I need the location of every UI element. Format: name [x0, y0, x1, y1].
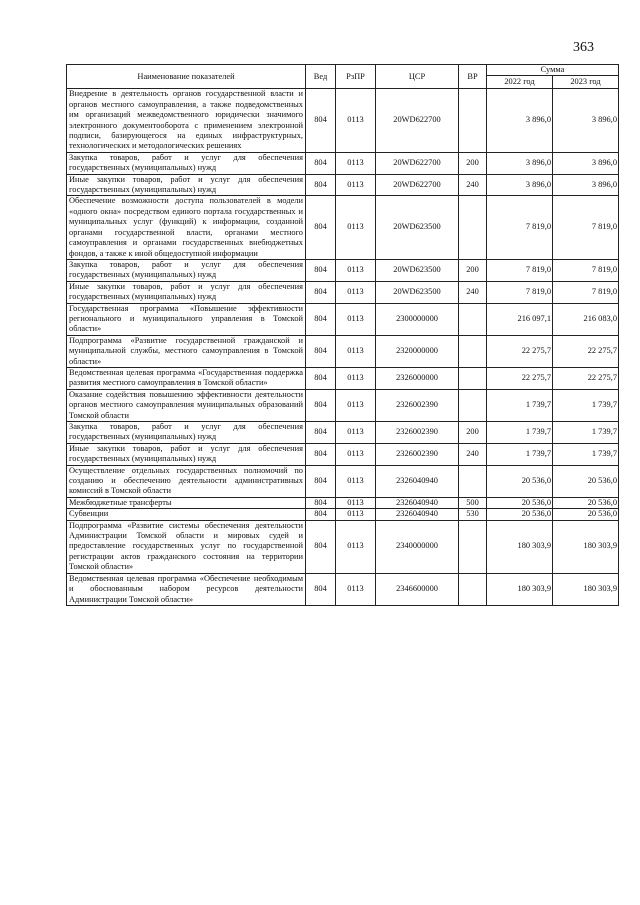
- cell-vr: [459, 303, 487, 335]
- table-row: [67, 509, 619, 520]
- cell-rzpr: 0113: [336, 335, 376, 367]
- table-row: [67, 196, 619, 259]
- cell-rzpr: 0113: [336, 520, 376, 573]
- cell-vr: 200: [459, 259, 487, 281]
- cell-ved: 804: [306, 259, 336, 281]
- cell-y2023: 1 739,7: [553, 443, 619, 465]
- cell-rzpr: 0113: [336, 422, 376, 444]
- budget-table: [66, 64, 619, 606]
- cell-csr: 20WD622700: [376, 174, 459, 196]
- cell-csr: 20WD623500: [376, 259, 459, 281]
- header-ved: Вед: [306, 65, 336, 89]
- table-row: [67, 422, 619, 444]
- cell-y2023: 3 896,0: [553, 89, 619, 152]
- cell-name: Оказание содействия повышению эффективности деятельности органов местного самоуправления муниципальных образований Томской области: [67, 389, 306, 421]
- cell-ved: 804: [306, 152, 336, 174]
- cell-vr: [459, 573, 487, 605]
- cell-ved: 804: [306, 573, 336, 605]
- cell-y2023: 7 819,0: [553, 281, 619, 303]
- cell-ved: 804: [306, 196, 336, 259]
- header-2023: 2023 год: [553, 76, 619, 89]
- cell-y2022: 3 896,0: [487, 152, 553, 174]
- cell-name: Внедрение в деятельность органов государственной власти и органов местного самоуправления, а также подведомственных им организаций межведомственного юридически значимого электронного документооборота с применением электронной подписи, базирующегося на единых инфраструктурных, технологических и методологических решениях: [67, 89, 306, 152]
- table-row: [67, 281, 619, 303]
- cell-y2023: 216 083,0: [553, 303, 619, 335]
- cell-csr: 2320000000: [376, 335, 459, 367]
- cell-vr: [459, 196, 487, 259]
- table-row: [67, 520, 619, 573]
- table-row: [67, 573, 619, 605]
- cell-vr: [459, 520, 487, 573]
- cell-ved: 804: [306, 465, 336, 497]
- cell-y2023: 22 275,7: [553, 335, 619, 367]
- cell-name: Иные закупки товаров, работ и услуг для обеспечения государственных (муниципальных) нужд: [67, 281, 306, 303]
- cell-ved: 804: [306, 281, 336, 303]
- cell-y2022: 1 739,7: [487, 389, 553, 421]
- table-row: [67, 465, 619, 497]
- cell-csr: 2326000000: [376, 367, 459, 389]
- table-row: [67, 497, 619, 508]
- cell-y2022: 20 536,0: [487, 509, 553, 520]
- cell-y2023: 1 739,7: [553, 389, 619, 421]
- cell-ved: 804: [306, 89, 336, 152]
- cell-name: Осуществление отдельных государственных полномочий по созданию и обеспечению деятельности административных комиссий в Томской области: [67, 465, 306, 497]
- cell-name: Субвенции: [67, 509, 306, 520]
- cell-y2022: 3 896,0: [487, 89, 553, 152]
- cell-y2022: 180 303,9: [487, 573, 553, 605]
- cell-y2023: 1 739,7: [553, 422, 619, 444]
- cell-rzpr: 0113: [336, 367, 376, 389]
- cell-y2022: 180 303,9: [487, 520, 553, 573]
- header-2022: 2022 год: [487, 76, 553, 89]
- cell-ved: 804: [306, 520, 336, 573]
- cell-rzpr: 0113: [336, 303, 376, 335]
- cell-ved: 804: [306, 303, 336, 335]
- cell-name: Закупка товаров, работ и услуг для обеспечения государственных (муниципальных) нужд: [67, 422, 306, 444]
- cell-y2023: 180 303,9: [553, 573, 619, 605]
- cell-name: Государственная программа «Повышение эффективности регионального и муниципального управления в Томской области»: [67, 303, 306, 335]
- cell-name: Обеспечение возможности доступа пользователей в модели «одного окна» посредством единого портала государственных и муниципальных услуг (функций) к информации, созданной органами государственной власти, органами местного самоуправления и органами государственных внебюджетных фондов, а также к иной общедоступной информации: [67, 196, 306, 259]
- cell-vr: [459, 389, 487, 421]
- cell-rzpr: 0113: [336, 443, 376, 465]
- table-row: [67, 174, 619, 196]
- cell-ved: 804: [306, 335, 336, 367]
- cell-rzpr: 0113: [336, 497, 376, 508]
- cell-vr: 200: [459, 152, 487, 174]
- cell-rzpr: 0113: [336, 465, 376, 497]
- cell-csr: 2326040940: [376, 497, 459, 508]
- cell-y2022: 7 819,0: [487, 259, 553, 281]
- cell-y2023: 20 536,0: [553, 509, 619, 520]
- cell-y2023: 22 275,7: [553, 367, 619, 389]
- cell-rzpr: 0113: [336, 573, 376, 605]
- cell-rzpr: 0113: [336, 389, 376, 421]
- cell-vr: [459, 89, 487, 152]
- cell-y2022: 216 097,1: [487, 303, 553, 335]
- cell-csr: 2326002390: [376, 422, 459, 444]
- cell-name: Ведомственная целевая программа «Обеспечение необходимым и обоснованным набором ресурсов деятельности Администрации Томской области»: [67, 573, 306, 605]
- cell-csr: 20WD622700: [376, 89, 459, 152]
- table-row: [67, 335, 619, 367]
- cell-vr: 530: [459, 509, 487, 520]
- cell-y2023: 180 303,9: [553, 520, 619, 573]
- cell-name: Ведомственная целевая программа «Государственная поддержка развития местного самоуправления в Томской области»: [67, 367, 306, 389]
- table-row: [67, 303, 619, 335]
- cell-name: Иные закупки товаров, работ и услуг для обеспечения государственных (муниципальных) нужд: [67, 443, 306, 465]
- cell-y2022: 20 536,0: [487, 465, 553, 497]
- header-name: Наименование показателей: [67, 65, 306, 89]
- table-row: [67, 367, 619, 389]
- cell-rzpr: 0113: [336, 196, 376, 259]
- cell-name: Подпрограмма «Развитие системы обеспечения деятельности Администрации Томской области и мировых судей и предоставление государственных услуг по государственной регистрации актов гражданского состояния на территории Томской области»: [67, 520, 306, 573]
- cell-name: Иные закупки товаров, работ и услуг для обеспечения государственных (муниципальных) нужд: [67, 174, 306, 196]
- cell-csr: 2326040940: [376, 465, 459, 497]
- cell-csr: 20WD623500: [376, 196, 459, 259]
- cell-name: Закупка товаров, работ и услуг для обеспечения государственных (муниципальных) нужд: [67, 259, 306, 281]
- cell-rzpr: 0113: [336, 174, 376, 196]
- cell-csr: 2326002390: [376, 389, 459, 421]
- cell-y2023: 3 896,0: [553, 174, 619, 196]
- table-row: [67, 443, 619, 465]
- cell-y2022: 22 275,7: [487, 335, 553, 367]
- cell-rzpr: 0113: [336, 509, 376, 520]
- cell-ved: 804: [306, 422, 336, 444]
- cell-ved: 804: [306, 389, 336, 421]
- cell-ved: 804: [306, 174, 336, 196]
- cell-rzpr: 0113: [336, 89, 376, 152]
- cell-y2023: 20 536,0: [553, 465, 619, 497]
- cell-vr: [459, 465, 487, 497]
- cell-csr: 2300000000: [376, 303, 459, 335]
- cell-rzpr: 0113: [336, 152, 376, 174]
- cell-ved: 804: [306, 443, 336, 465]
- cell-ved: 804: [306, 509, 336, 520]
- cell-y2023: 20 536,0: [553, 497, 619, 508]
- cell-y2022: 22 275,7: [487, 367, 553, 389]
- cell-y2022: 3 896,0: [487, 174, 553, 196]
- cell-csr: 2340000000: [376, 520, 459, 573]
- cell-y2023: 7 819,0: [553, 196, 619, 259]
- cell-ved: 804: [306, 497, 336, 508]
- cell-y2022: 7 819,0: [487, 281, 553, 303]
- cell-vr: [459, 335, 487, 367]
- table-row: [67, 89, 619, 152]
- cell-vr: 500: [459, 497, 487, 508]
- cell-csr: 2346600000: [376, 573, 459, 605]
- cell-vr: 240: [459, 443, 487, 465]
- cell-y2023: 3 896,0: [553, 152, 619, 174]
- cell-name: Закупка товаров, работ и услуг для обеспечения государственных (муниципальных) нужд: [67, 152, 306, 174]
- cell-rzpr: 0113: [336, 259, 376, 281]
- cell-y2023: 7 819,0: [553, 259, 619, 281]
- table-row: [67, 152, 619, 174]
- cell-name: Подпрограмма «Развитие государственной гражданской и муниципальной службы, местного самоуправления в Томской области»: [67, 335, 306, 367]
- table-row: [67, 259, 619, 281]
- cell-name: Межбюджетные трансферты: [67, 497, 306, 508]
- header-rzpr: РзПР: [336, 65, 376, 89]
- header-vr: ВР: [459, 65, 487, 89]
- cell-y2022: 1 739,7: [487, 422, 553, 444]
- cell-vr: 240: [459, 281, 487, 303]
- cell-vr: 200: [459, 422, 487, 444]
- cell-csr: 20WD622700: [376, 152, 459, 174]
- table-row: [67, 389, 619, 421]
- cell-vr: 240: [459, 174, 487, 196]
- cell-y2022: 7 819,0: [487, 196, 553, 259]
- header-sum: Сумма: [487, 65, 619, 76]
- cell-csr: 20WD623500: [376, 281, 459, 303]
- page-number: 363: [573, 40, 594, 55]
- cell-ved: 804: [306, 367, 336, 389]
- cell-csr: 2326002390: [376, 443, 459, 465]
- cell-y2022: 1 739,7: [487, 443, 553, 465]
- cell-csr: 2326040940: [376, 509, 459, 520]
- cell-rzpr: 0113: [336, 281, 376, 303]
- header-csr: ЦСР: [376, 65, 459, 89]
- cell-vr: [459, 367, 487, 389]
- cell-y2022: 20 536,0: [487, 497, 553, 508]
